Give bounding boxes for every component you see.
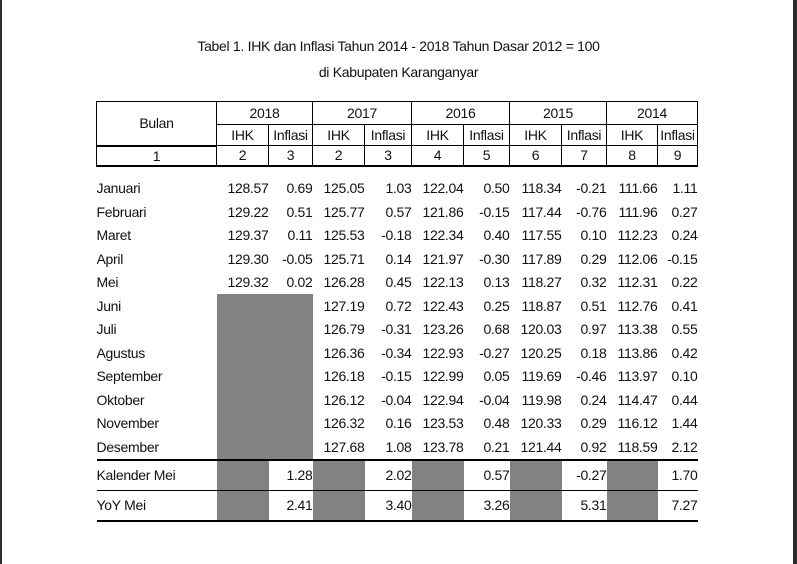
ihk-value: 123.78 — [422, 438, 464, 455]
redacted-cell — [269, 294, 313, 318]
column-number: 3 — [269, 146, 313, 166]
month-label: Januari — [96, 180, 141, 197]
table-row — [97, 318, 698, 342]
summary-label: YoY Mei — [97, 490, 217, 521]
ihk-inflation-table — [96, 101, 698, 522]
month-label: Oktober — [96, 391, 145, 408]
subheader-inflasi: Inflasi — [269, 125, 313, 146]
redacted-cell — [607, 460, 658, 491]
inflasi-value: 0.14 — [385, 250, 412, 267]
inflasi-value: 0.48 — [483, 415, 510, 432]
ihk-value: 111.96 — [618, 203, 658, 220]
inflasi-value: 0.68 — [483, 321, 510, 338]
inflasi-value: -0.30 — [479, 250, 510, 267]
inflasi-value: 0.11 — [287, 227, 313, 244]
ihk-value: 122.13 — [422, 274, 464, 291]
subheader-ihk: IHK — [217, 125, 269, 146]
ihk-value: 126.32 — [323, 415, 365, 432]
summary-value: 7.27 — [658, 490, 698, 521]
ihk-value: 117.44 — [521, 203, 562, 220]
inflasi-value: 1.08 — [385, 438, 412, 455]
ihk-value: 119.98 — [521, 391, 562, 408]
inflasi-value: -0.34 — [381, 344, 412, 361]
redacted-cell — [607, 490, 658, 521]
inflasi-value: 0.24 — [580, 391, 607, 408]
inflasi-value: -0.04 — [381, 391, 412, 408]
month-label: November — [96, 415, 159, 432]
summary-value: -0.27 — [562, 460, 607, 491]
inflasi-value: -0.05 — [282, 250, 313, 267]
inflasi-value: 0.10 — [580, 227, 607, 244]
inflasi-value: 0.55 — [671, 321, 698, 338]
column-number: 3 — [365, 146, 412, 166]
ihk-value: 118.34 — [521, 180, 562, 197]
inflasi-value: -0.21 — [576, 180, 607, 197]
table-row — [97, 271, 698, 295]
ihk-value: 129.22 — [227, 203, 269, 220]
inflasi-value: 0.21 — [483, 438, 510, 455]
inflasi-value: 0.22 — [671, 274, 698, 291]
column-number: 2 — [313, 146, 365, 166]
inflasi-value: 0.45 — [385, 274, 412, 291]
redacted-cell — [269, 412, 313, 436]
ihk-value: 122.94 — [422, 391, 464, 408]
year-header-2018: 2018 — [217, 102, 313, 125]
redacted-cell — [217, 460, 269, 491]
inflasi-value: 1.11 — [672, 180, 698, 197]
inflasi-value: 0.44 — [671, 391, 698, 408]
ihk-value: 113.38 — [617, 321, 658, 338]
inflasi-value: 0.50 — [483, 180, 510, 197]
summary-value: 0.57 — [464, 460, 510, 491]
ihk-value: 112.76 — [617, 297, 658, 314]
redacted-cell — [269, 388, 313, 412]
redacted-cell — [217, 294, 269, 318]
column-number: 6 — [510, 146, 562, 166]
summary-value: 3.26 — [464, 490, 510, 521]
ihk-value: 113.86 — [617, 344, 658, 361]
subheader-inflasi: Inflasi — [562, 125, 607, 146]
ihk-value: 123.26 — [422, 321, 464, 338]
inflasi-value: 0.42 — [671, 344, 698, 361]
inflasi-value: -0.15 — [667, 250, 698, 267]
ihk-value: 122.43 — [422, 297, 464, 314]
redacted-cell — [217, 341, 269, 365]
table-row — [97, 341, 698, 365]
inflasi-value: 0.40 — [483, 227, 510, 244]
ihk-value: 112.23 — [617, 227, 658, 244]
ihk-value: 129.30 — [227, 250, 269, 267]
inflasi-value: 0.29 — [580, 250, 607, 267]
inflasi-value: -0.04 — [479, 391, 510, 408]
ihk-value: 112.06 — [617, 250, 658, 267]
inflasi-value: 0.69 — [286, 180, 313, 197]
table-row — [97, 365, 698, 389]
ihk-value: 118.59 — [617, 438, 658, 455]
month-label: Juli — [96, 321, 117, 338]
redacted-cell — [313, 460, 365, 491]
ihk-value: 128.57 — [227, 180, 269, 197]
table-row — [97, 388, 698, 412]
subheader-ihk: IHK — [412, 125, 464, 146]
ihk-value: 129.37 — [227, 227, 269, 244]
inflasi-value: 0.57 — [385, 203, 412, 220]
ihk-value: 120.03 — [520, 321, 562, 338]
year-header-2016: 2016 — [412, 102, 510, 125]
redacted-cell — [217, 318, 269, 342]
column-header-bulan: Bulan — [97, 102, 217, 146]
ihk-value: 126.12 — [323, 391, 365, 408]
inflasi-value: -0.15 — [381, 368, 412, 385]
month-label: Desember — [96, 438, 159, 455]
summary-value: 3.40 — [365, 490, 412, 521]
table-row — [97, 435, 698, 460]
month-label: Maret — [96, 227, 131, 244]
inflasi-value: 0.41 — [671, 297, 698, 314]
year-header-2017: 2017 — [313, 102, 412, 125]
summary-value: 1.70 — [658, 460, 698, 491]
inflasi-value: 0.25 — [483, 297, 510, 314]
window-border-left — [0, 0, 2, 564]
ihk-value: 127.19 — [323, 297, 365, 314]
window-border-right — [793, 0, 797, 564]
subheader-inflasi: Inflasi — [658, 125, 698, 146]
table-title: Tabel 1. IHK dan Inflasi Tahun 2014 - 2018 Tahun Dasar 2012 = 100 — [197, 38, 600, 54]
ihk-value: 119.69 — [521, 368, 562, 385]
table-subtitle: di Kabupaten Karanganyar — [318, 64, 479, 80]
subheader-ihk: IHK — [510, 125, 562, 146]
inflasi-value: 0.24 — [671, 227, 698, 244]
inflasi-value: 0.16 — [385, 415, 412, 432]
column-number: 8 — [607, 146, 658, 166]
inflasi-value: 2.12 — [671, 438, 698, 455]
summary-value: 5.31 — [562, 490, 607, 521]
ihk-value: 125.71 — [323, 250, 365, 267]
subheader-inflasi: Inflasi — [464, 125, 510, 146]
ihk-value: 116.12 — [617, 415, 658, 432]
ihk-value: 118.87 — [521, 297, 562, 314]
inflasi-value: 0.97 — [580, 321, 607, 338]
column-number: 7 — [562, 146, 607, 166]
redacted-cell — [510, 460, 562, 491]
ihk-value: 117.89 — [521, 250, 562, 267]
inflasi-value: -0.31 — [381, 321, 412, 338]
summary-label: Kalender Mei — [97, 460, 217, 491]
inflasi-value: -0.76 — [576, 203, 607, 220]
redacted-cell — [412, 460, 464, 491]
inflasi-value: 0.13 — [483, 274, 510, 291]
ihk-value: 121.97 — [422, 250, 464, 267]
inflasi-value: -0.27 — [479, 344, 510, 361]
redacted-cell — [217, 365, 269, 389]
month-label: Mei — [96, 274, 119, 291]
ihk-value: 118.27 — [521, 274, 562, 291]
summary-row-yoy — [97, 490, 698, 521]
inflasi-value: 1.03 — [385, 180, 412, 197]
ihk-value: 112.31 — [617, 274, 658, 291]
redacted-cell — [269, 435, 313, 460]
redacted-cell — [269, 341, 313, 365]
ihk-value: 129.32 — [227, 274, 269, 291]
inflasi-value: 0.27 — [671, 203, 698, 220]
inflasi-value: 0.51 — [286, 203, 313, 220]
column-number: 5 — [464, 146, 510, 166]
ihk-value: 123.53 — [422, 415, 464, 432]
column-number: 2 — [217, 146, 269, 166]
ihk-value: 114.47 — [617, 391, 658, 408]
month-label: Februari — [96, 203, 147, 220]
ihk-value: 117.55 — [521, 227, 562, 244]
inflasi-value: 0.05 — [483, 368, 510, 385]
ihk-value: 125.05 — [323, 180, 365, 197]
table-row — [97, 247, 698, 271]
inflasi-value: 0.92 — [580, 438, 607, 455]
summary-row-kalender — [97, 460, 698, 491]
ihk-value: 120.33 — [520, 415, 562, 432]
inflasi-value: 1.44 — [671, 415, 698, 432]
redacted-cell — [412, 490, 464, 521]
ihk-value: 122.99 — [422, 368, 464, 385]
ihk-value: 113.97 — [617, 368, 658, 385]
inflasi-value: 0.10 — [671, 368, 698, 385]
redacted-cell — [313, 490, 365, 521]
month-label: April — [96, 250, 124, 267]
month-label: September — [96, 368, 163, 385]
month-label: Juni — [96, 297, 121, 314]
redacted-cell — [217, 435, 269, 460]
year-header-2015: 2015 — [510, 102, 607, 125]
subheader-ihk: IHK — [607, 125, 658, 146]
redacted-cell — [510, 490, 562, 521]
inflasi-value: -0.46 — [576, 368, 607, 385]
ihk-value: 122.04 — [422, 180, 464, 197]
ihk-value: 121.44 — [520, 438, 562, 455]
inflasi-value: 0.32 — [580, 274, 607, 291]
subheader-ihk: IHK — [313, 125, 365, 146]
ihk-value: 126.18 — [323, 368, 365, 385]
column-number: 4 — [412, 146, 464, 166]
year-header-2014: 2014 — [607, 102, 698, 125]
inflasi-value: -0.18 — [381, 227, 412, 244]
ihk-value: 121.86 — [422, 203, 464, 220]
table-row — [97, 177, 698, 201]
ihk-value: 120.25 — [520, 344, 562, 361]
ihk-value: 122.34 — [422, 227, 464, 244]
redacted-cell — [217, 490, 269, 521]
inflasi-value: 0.72 — [385, 297, 412, 314]
redacted-cell — [217, 412, 269, 436]
summary-value: 2.41 — [269, 490, 313, 521]
redacted-cell — [269, 365, 313, 389]
month-label: Agustus — [96, 344, 145, 361]
subheader-inflasi: Inflasi — [365, 125, 412, 146]
table-row — [97, 224, 698, 248]
ihk-value: 126.28 — [323, 274, 365, 291]
inflasi-value: 0.51 — [580, 297, 607, 314]
column-number: 1 — [97, 146, 217, 166]
ihk-value: 126.79 — [323, 321, 365, 338]
inflasi-value: 0.18 — [580, 344, 607, 361]
ihk-value: 125.53 — [323, 227, 365, 244]
ihk-value: 125.77 — [323, 203, 365, 220]
ihk-value: 122.93 — [422, 344, 464, 361]
summary-value: 1.28 — [269, 460, 313, 491]
table-row — [97, 294, 698, 318]
inflasi-value: -0.15 — [479, 203, 510, 220]
summary-value: 2.02 — [365, 460, 412, 491]
redacted-cell — [217, 388, 269, 412]
ihk-value: 111.66 — [618, 180, 658, 197]
table-row — [97, 412, 698, 436]
inflasi-value: 0.29 — [580, 415, 607, 432]
redacted-cell — [269, 318, 313, 342]
inflasi-value: 0.02 — [286, 274, 313, 291]
column-number: 9 — [658, 146, 698, 166]
ihk-value: 127.68 — [323, 438, 365, 455]
table-row — [97, 200, 698, 224]
ihk-value: 126.36 — [323, 344, 365, 361]
